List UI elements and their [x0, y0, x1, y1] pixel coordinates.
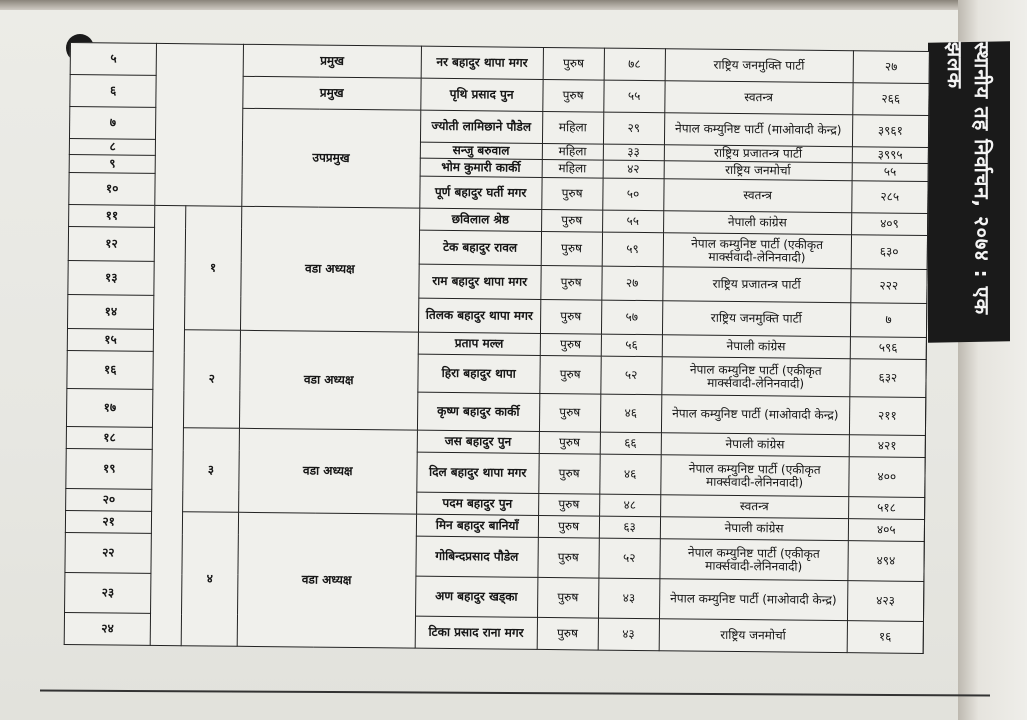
age-cell: २९	[603, 112, 664, 145]
gender-cell: पुरुष	[538, 515, 599, 538]
candidate-name: प्रताप मल्ल	[418, 332, 540, 355]
post-cell: वडा अध्यक्ष	[238, 428, 417, 514]
age-cell: ५७	[601, 300, 662, 335]
party-cell: नेपाल कम्युनिष्ट पार्टी (एकीकृत मार्क्सवादी-लेनिनवादी)	[661, 357, 849, 397]
party-cell: नेपाल कम्युनिष्ट पार्टी (माओवादी केन्द्र)	[664, 113, 852, 147]
blank-column	[151, 205, 186, 645]
serial-number: ९	[69, 154, 156, 173]
age-cell: ४३	[598, 618, 659, 651]
party-cell: स्वतन्त्र	[660, 495, 848, 519]
age-cell: ५५	[602, 210, 663, 233]
gender-cell: पुरुष	[539, 431, 600, 454]
serial-number: १०	[69, 172, 156, 205]
candidate-name: अण बहादुर खड्का	[415, 576, 537, 617]
votes-cell: ४९४	[848, 541, 925, 582]
age-cell: ४६	[599, 454, 660, 495]
serial-number: १२	[68, 226, 155, 261]
candidate-name: गोबिन्दप्रसाद पौडेल	[416, 536, 538, 577]
bottom-rule	[40, 690, 990, 697]
serial-number: ११	[69, 204, 156, 227]
candidate-name: टिका प्रसाद राना मगर	[415, 616, 537, 649]
votes-cell: ४०५	[848, 519, 925, 542]
serial-number: १५	[67, 328, 154, 351]
party-cell: स्वतन्त्र	[663, 179, 851, 213]
votes-cell: २८५	[851, 181, 928, 214]
post-cell: वडा अध्यक्ष	[237, 512, 416, 648]
gender-cell: पुरुष	[537, 617, 598, 650]
serial-number: ८	[69, 138, 156, 155]
gender-cell: पुरुष	[541, 209, 602, 232]
post-cell: प्रमुख	[243, 44, 421, 78]
votes-cell: ५१८	[848, 497, 925, 520]
serial-number: २१	[65, 510, 152, 533]
ward-cell-empty	[155, 43, 243, 206]
candidate-name: मिन बहादुर बानियाँ	[416, 514, 538, 537]
age-cell: ४३	[598, 578, 659, 619]
age-cell: ६३	[599, 516, 660, 539]
gender-cell: पुरुष	[541, 265, 602, 300]
gender-cell: पुरुष	[542, 79, 603, 112]
side-title: स्थानीय तह निर्वाचन, २०७४ : एक झलक	[943, 42, 994, 316]
serial-number: २३	[65, 572, 152, 613]
gender-cell: पुरुष	[543, 47, 604, 80]
serial-number: १९	[66, 448, 153, 489]
age-cell: ५२	[600, 356, 661, 395]
candidate-name: कृष्ण बहादुर कार्की	[417, 392, 539, 431]
age-cell: २७	[601, 266, 662, 301]
votes-cell: ६३२	[850, 359, 927, 398]
gender-cell: पुरुष	[538, 453, 599, 494]
age-cell: ५९	[602, 232, 663, 267]
votes-cell: ४०९	[851, 213, 928, 236]
party-cell: नेपाली कांग्रेस	[663, 211, 851, 235]
serial-number: ६	[70, 75, 157, 108]
party-cell: स्वतन्त्र	[664, 81, 852, 115]
party-cell: नेपाल कम्युनिष्ट पार्टी (माओवादी केन्द्र)	[661, 395, 849, 435]
age-cell: ५५	[603, 80, 664, 113]
party-cell: नेपाल कम्युनिष्ट पार्टी (एकीकृत मार्क्सवादी-लेनिनवादी)	[663, 233, 851, 269]
serial-number: १६	[67, 350, 154, 389]
serial-number: ५	[70, 43, 157, 76]
candidate-name: दिल बहादुर थापा मगर	[416, 452, 538, 493]
age-cell: ५२	[599, 538, 660, 579]
post-cell: प्रमुख	[243, 76, 421, 110]
serial-number: १३	[68, 260, 155, 295]
candidate-name: पदम बहादुर पुन	[416, 492, 538, 515]
gender-cell: पुरुष	[538, 537, 599, 578]
serial-number: ७	[69, 107, 156, 140]
votes-cell: ५९६	[850, 337, 927, 360]
election-results-table	[64, 42, 930, 654]
serial-number: २०	[66, 488, 153, 511]
votes-cell: २६६	[852, 83, 929, 116]
votes-cell: ४००	[848, 457, 925, 498]
party-cell: राष्ट्रिय जनमुक्ति पार्टी	[662, 301, 850, 337]
ward-number: ४	[181, 512, 238, 647]
candidate-name: जस बहादुर पुन	[417, 430, 539, 453]
gender-cell: पुरुष	[537, 577, 598, 618]
candidate-name: भोम कुमारी कार्की	[420, 158, 542, 177]
post-cell: वडा अध्यक्ष	[239, 330, 418, 430]
ward-number: १	[184, 206, 241, 331]
party-cell: नेपाली कांग्रेस	[660, 517, 848, 541]
gender-cell: पुरुष	[540, 299, 601, 334]
gender-cell: पुरुष	[538, 493, 599, 516]
party-cell: राष्ट्रिय जनमोर्चा	[659, 619, 847, 653]
votes-cell: ४२१	[849, 435, 926, 458]
votes-cell: २११	[849, 397, 926, 436]
votes-cell: ७	[850, 303, 927, 338]
gender-cell: महिला	[542, 111, 603, 144]
party-cell: राष्ट्रिय जनमोर्चा	[664, 161, 852, 181]
party-cell: नेपाली कांग्रेस	[661, 433, 849, 457]
age-cell: ७८	[604, 48, 665, 81]
candidate-name: पृथि प्रसाद पुन	[420, 78, 542, 111]
gender-cell: पुरुष	[541, 231, 602, 266]
gender-cell: पुरुष	[539, 393, 600, 432]
votes-cell: ३९९५	[852, 147, 928, 164]
age-cell: ४८	[599, 494, 660, 517]
age-cell: ३३	[603, 144, 664, 161]
gender-cell: पुरुष	[540, 333, 601, 356]
votes-cell: ५५	[852, 163, 928, 182]
gender-cell: महिला	[542, 143, 603, 160]
candidate-name: नर बहादुर थापा मगर	[421, 46, 543, 79]
gender-cell: पुरुष	[541, 177, 602, 210]
votes-cell: ४२३	[847, 581, 924, 622]
age-cell: ५६	[601, 334, 662, 357]
party-cell: नेपाल कम्युनिष्ट पार्टी (एकीकृत मार्क्सवादी-लेनिनवादी)	[660, 539, 848, 581]
candidate-name: सन्जु बरुवाल	[420, 142, 542, 159]
age-cell: ४२	[603, 160, 664, 179]
candidate-name: पूर्ण बहादुर घर्ती मगर	[419, 176, 541, 209]
age-cell: ४६	[600, 394, 661, 433]
votes-cell: २७	[853, 51, 930, 84]
age-cell: ५०	[602, 178, 663, 211]
party-cell: नेपाली कांग्रेस	[662, 335, 850, 359]
votes-cell: ३९६१	[852, 115, 929, 148]
ward-number: ३	[182, 428, 239, 513]
top-edge-shadow	[0, 0, 1027, 10]
ward-number: २	[183, 330, 240, 429]
candidate-name: तिलक बहादुर थापा मगर	[418, 298, 540, 333]
candidate-name: राम बहादुर थापा मगर	[419, 264, 541, 299]
votes-cell: ६३०	[851, 235, 928, 270]
serial-number: १८	[66, 426, 153, 449]
party-cell: राष्ट्रिय प्रजातन्त्र पार्टी	[664, 145, 852, 163]
votes-cell: २२२	[851, 269, 928, 304]
party-cell: नेपाल कम्युनिष्ट पार्टी (एकीकृत मार्क्सवादी-लेनिनवादी)	[660, 455, 848, 497]
serial-number: २४	[64, 612, 151, 645]
party-cell: राष्ट्रिय जनमुक्ति पार्टी	[665, 49, 853, 83]
candidate-name: ज्योती लामिछाने पौडेल	[420, 110, 542, 143]
party-cell: राष्ट्रिय प्रजातन्त्र पार्टी	[662, 267, 850, 303]
serial-number: १७	[66, 388, 153, 427]
candidate-name: हिरा बहादुर थापा	[418, 354, 540, 393]
party-cell: नेपाल कम्युनिष्ट पार्टी (माओवादी केन्द्र)	[659, 579, 847, 621]
candidate-name: छविलाल श्रेष्ठ	[419, 208, 541, 231]
serial-number: २२	[65, 532, 152, 573]
table-row	[70, 43, 929, 84]
post-cell: वडा अध्यक्ष	[240, 206, 419, 332]
post-cell: उपप्रमुख	[242, 108, 421, 208]
serial-number: १४	[67, 294, 154, 329]
gender-cell: पुरुष	[540, 355, 601, 394]
age-cell: ६६	[600, 432, 661, 455]
candidate-name: टेक बहादुर रावल	[419, 230, 541, 265]
gender-cell: महिला	[542, 159, 603, 178]
votes-cell: १६	[847, 621, 924, 654]
